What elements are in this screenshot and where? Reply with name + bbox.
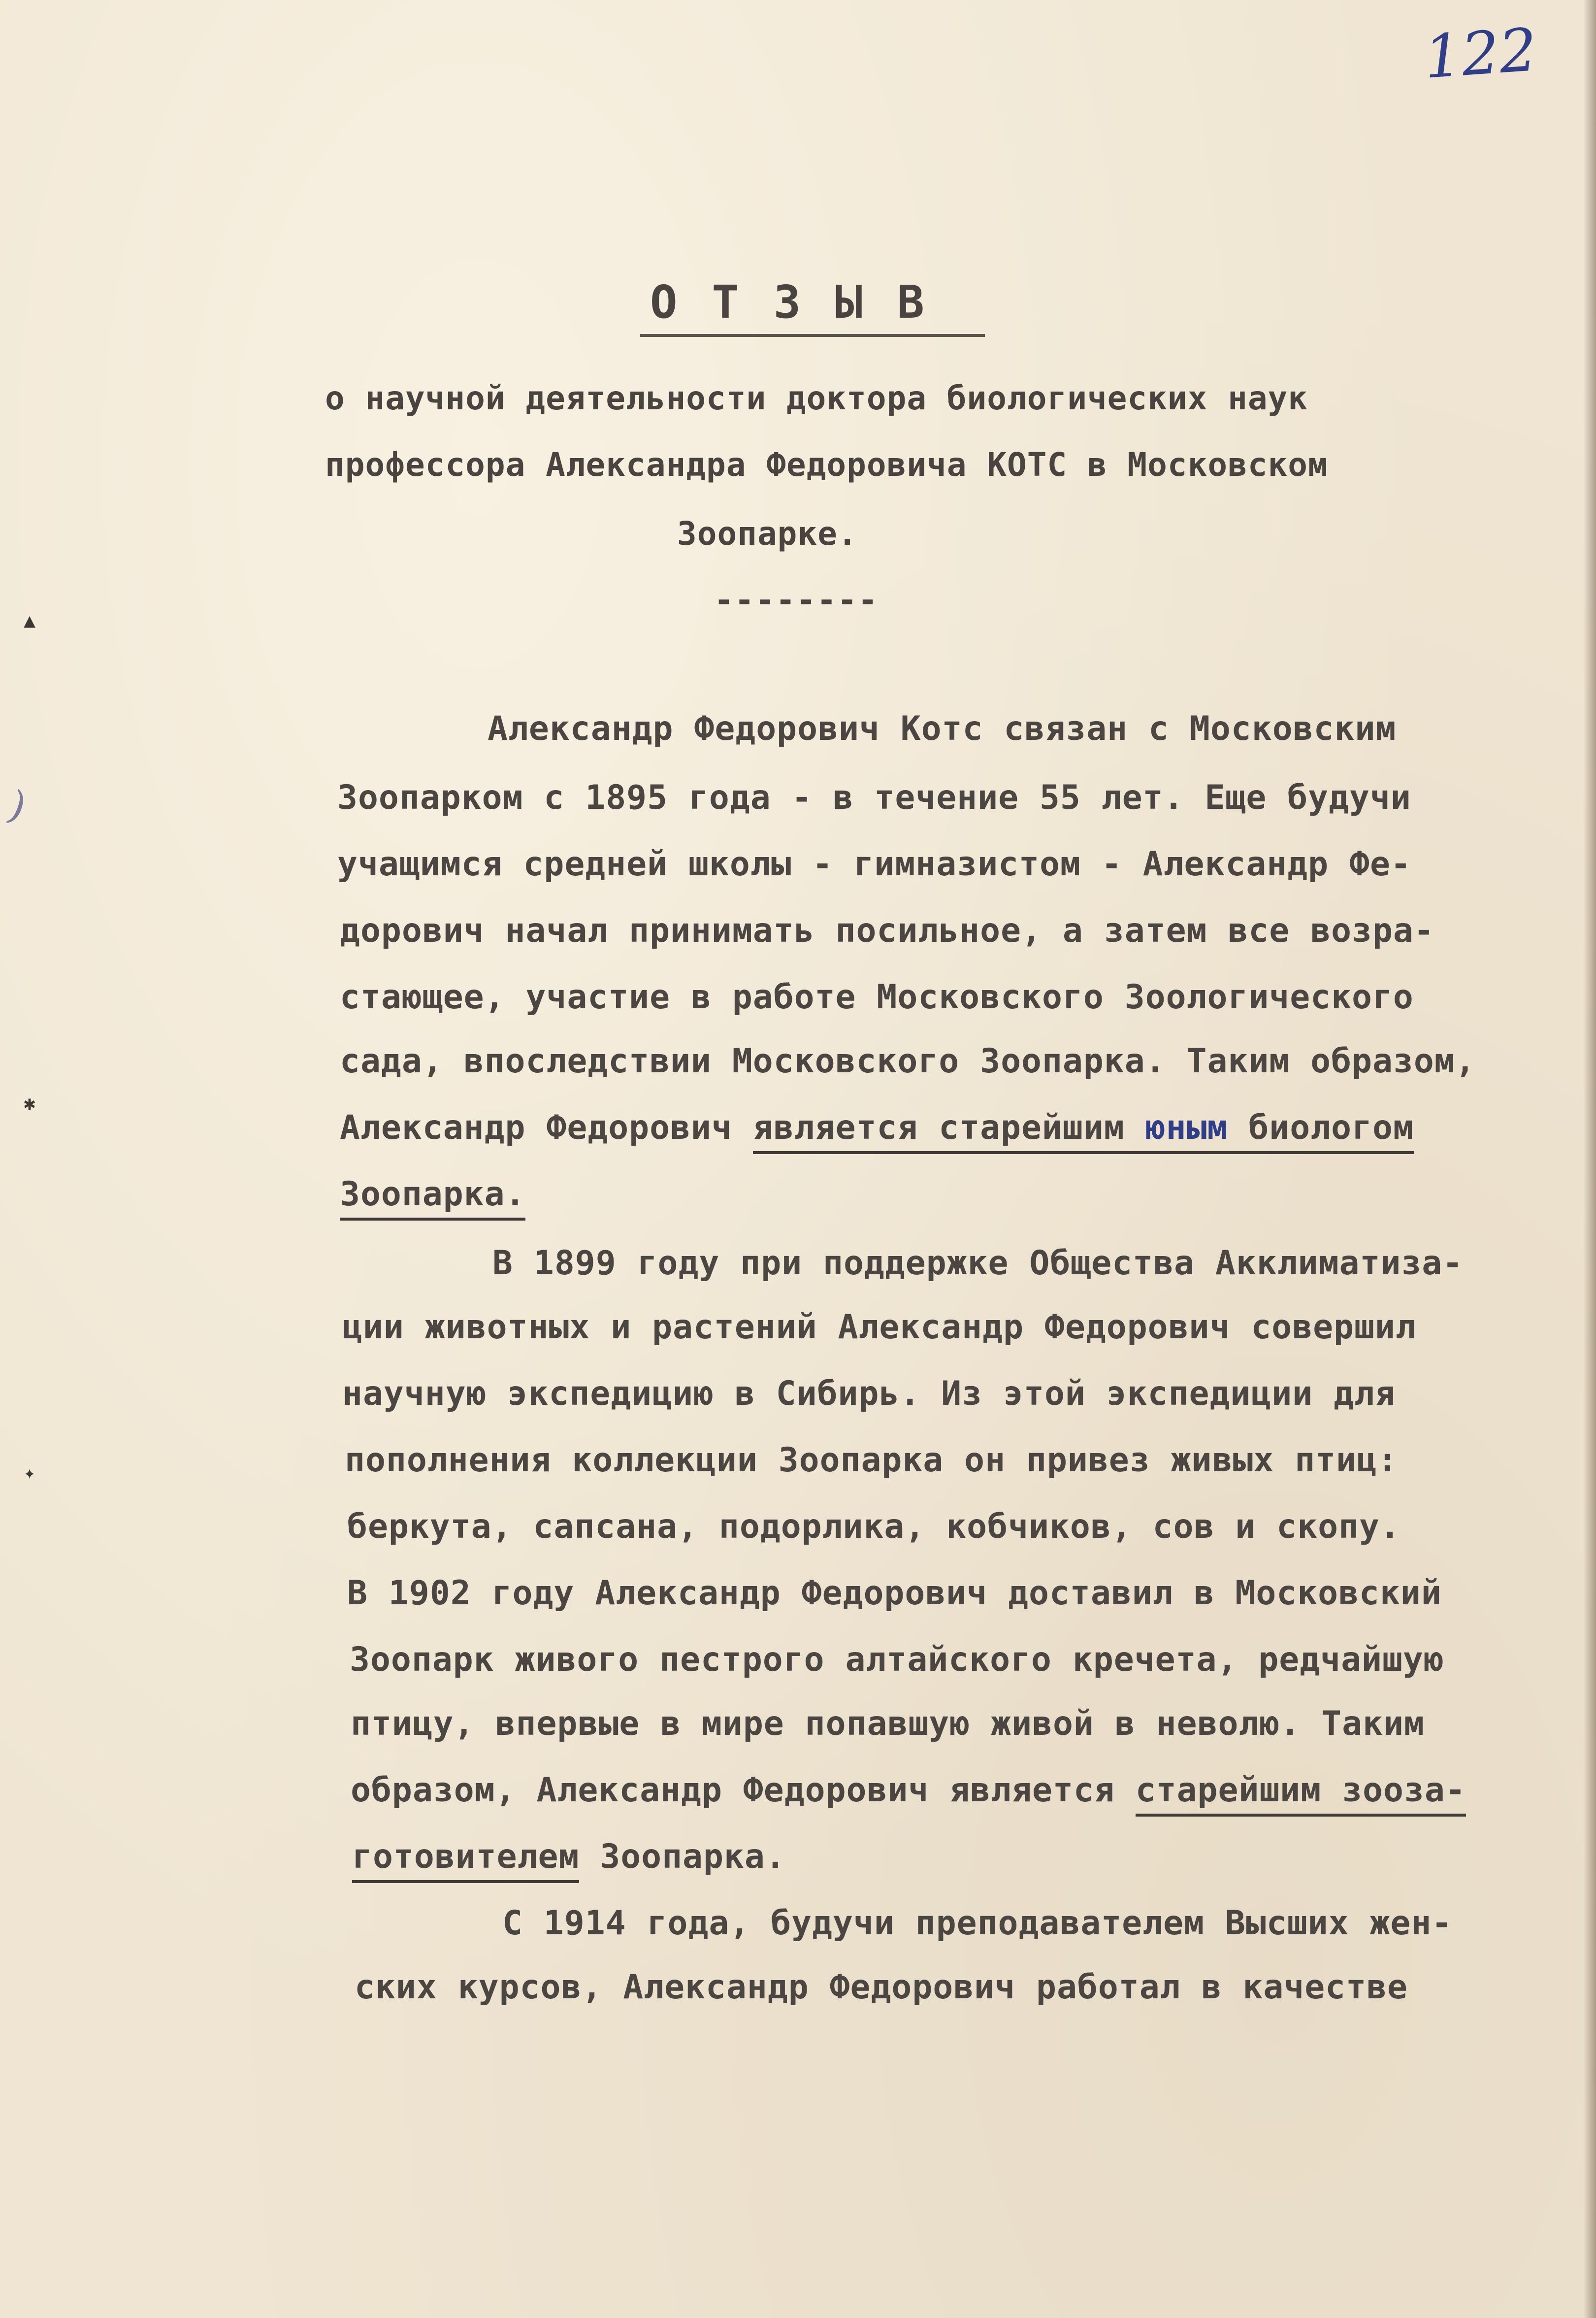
separator: -------- — [714, 581, 879, 619]
handwritten-correction: юным — [1145, 1108, 1228, 1147]
text-line — [340, 1175, 525, 1214]
subtitle-line-3: Зоопарке. — [677, 515, 858, 553]
text-run: биологом — [1248, 1108, 1414, 1147]
text-line: ции животных и растений Александр Федорович совершил — [342, 1308, 1416, 1347]
text-line: С 1914 года, будучи преподавателем Высших жен- — [502, 1904, 1453, 1943]
underlined-phrase: Зоопарка. — [340, 1175, 525, 1221]
margin-pencil-mark: ) — [2, 782, 33, 830]
text-line: Александр Федорович Котс связан с Московским — [488, 709, 1397, 748]
text-line — [340, 1108, 1414, 1147]
text-run: образом, Александр Федорович является — [351, 1771, 1115, 1810]
text-line: Зоопарк живого пестрого алтайского кречета, редчайшую — [350, 1640, 1444, 1679]
text-run: является старейшим — [752, 1108, 1125, 1147]
title-underline — [640, 334, 985, 337]
subtitle-line-1: о научной деятельности доктора биологических наук — [325, 379, 1308, 417]
punch-hole-mark: ✱ — [24, 1092, 36, 1115]
underlined-phrase: готовителем — [352, 1837, 579, 1883]
text-line: стающее, участие в работе Московского Зоологического — [340, 978, 1414, 1017]
text-run: Александр Федорович — [340, 1108, 732, 1147]
text-line: В 1902 году Александр Федорович доставил в Московский — [347, 1574, 1442, 1613]
document-title: ОТЗЫВ — [650, 276, 959, 329]
subtitle-line-2: профессора Александра Федоровича КОТС в Московском — [325, 446, 1328, 484]
text-line — [351, 1771, 1466, 1810]
text-line: В 1899 году при поддержке Общества Акклиматиза- — [492, 1244, 1464, 1283]
text-line: птицу, впервые в мире попавшую живой в неволю. Таким — [351, 1704, 1425, 1743]
text-line: ских курсов, Александр Федорович работал в качестве — [355, 1968, 1408, 2007]
page-edge-shadow — [1583, 0, 1596, 2318]
underlined-phrase: старейшим зооза- — [1136, 1771, 1466, 1817]
folio-number: 122 — [1422, 16, 1539, 92]
text-line: Зоопарком с 1895 года - в течение 55 лет. Еще будучи — [337, 778, 1411, 817]
text-line: дорович начал принимать посильное, а затем все возра- — [340, 911, 1434, 950]
text-line: учащимся средней школы - гимназистом - Александр Фе- — [337, 845, 1411, 884]
punch-hole-mark: ✦ — [24, 1461, 36, 1484]
text-run: Зоопарка. — [600, 1837, 786, 1876]
punch-hole-mark: ▲ — [24, 609, 36, 632]
underlined-phrase — [753, 1108, 1414, 1154]
text-line — [352, 1837, 786, 1876]
text-line: беркута, сапсана, подорлика, кобчиков, сов и скопу. — [347, 1507, 1401, 1546]
text-line: научную экспедицию в Сибирь. Из этой экспедиции для — [342, 1374, 1396, 1413]
text-line: сада, впоследствии Московского Зоопарка. Таким образом, — [340, 1042, 1476, 1081]
text-line: пополнения коллекции Зоопарка он привез живых птиц: — [345, 1441, 1398, 1480]
